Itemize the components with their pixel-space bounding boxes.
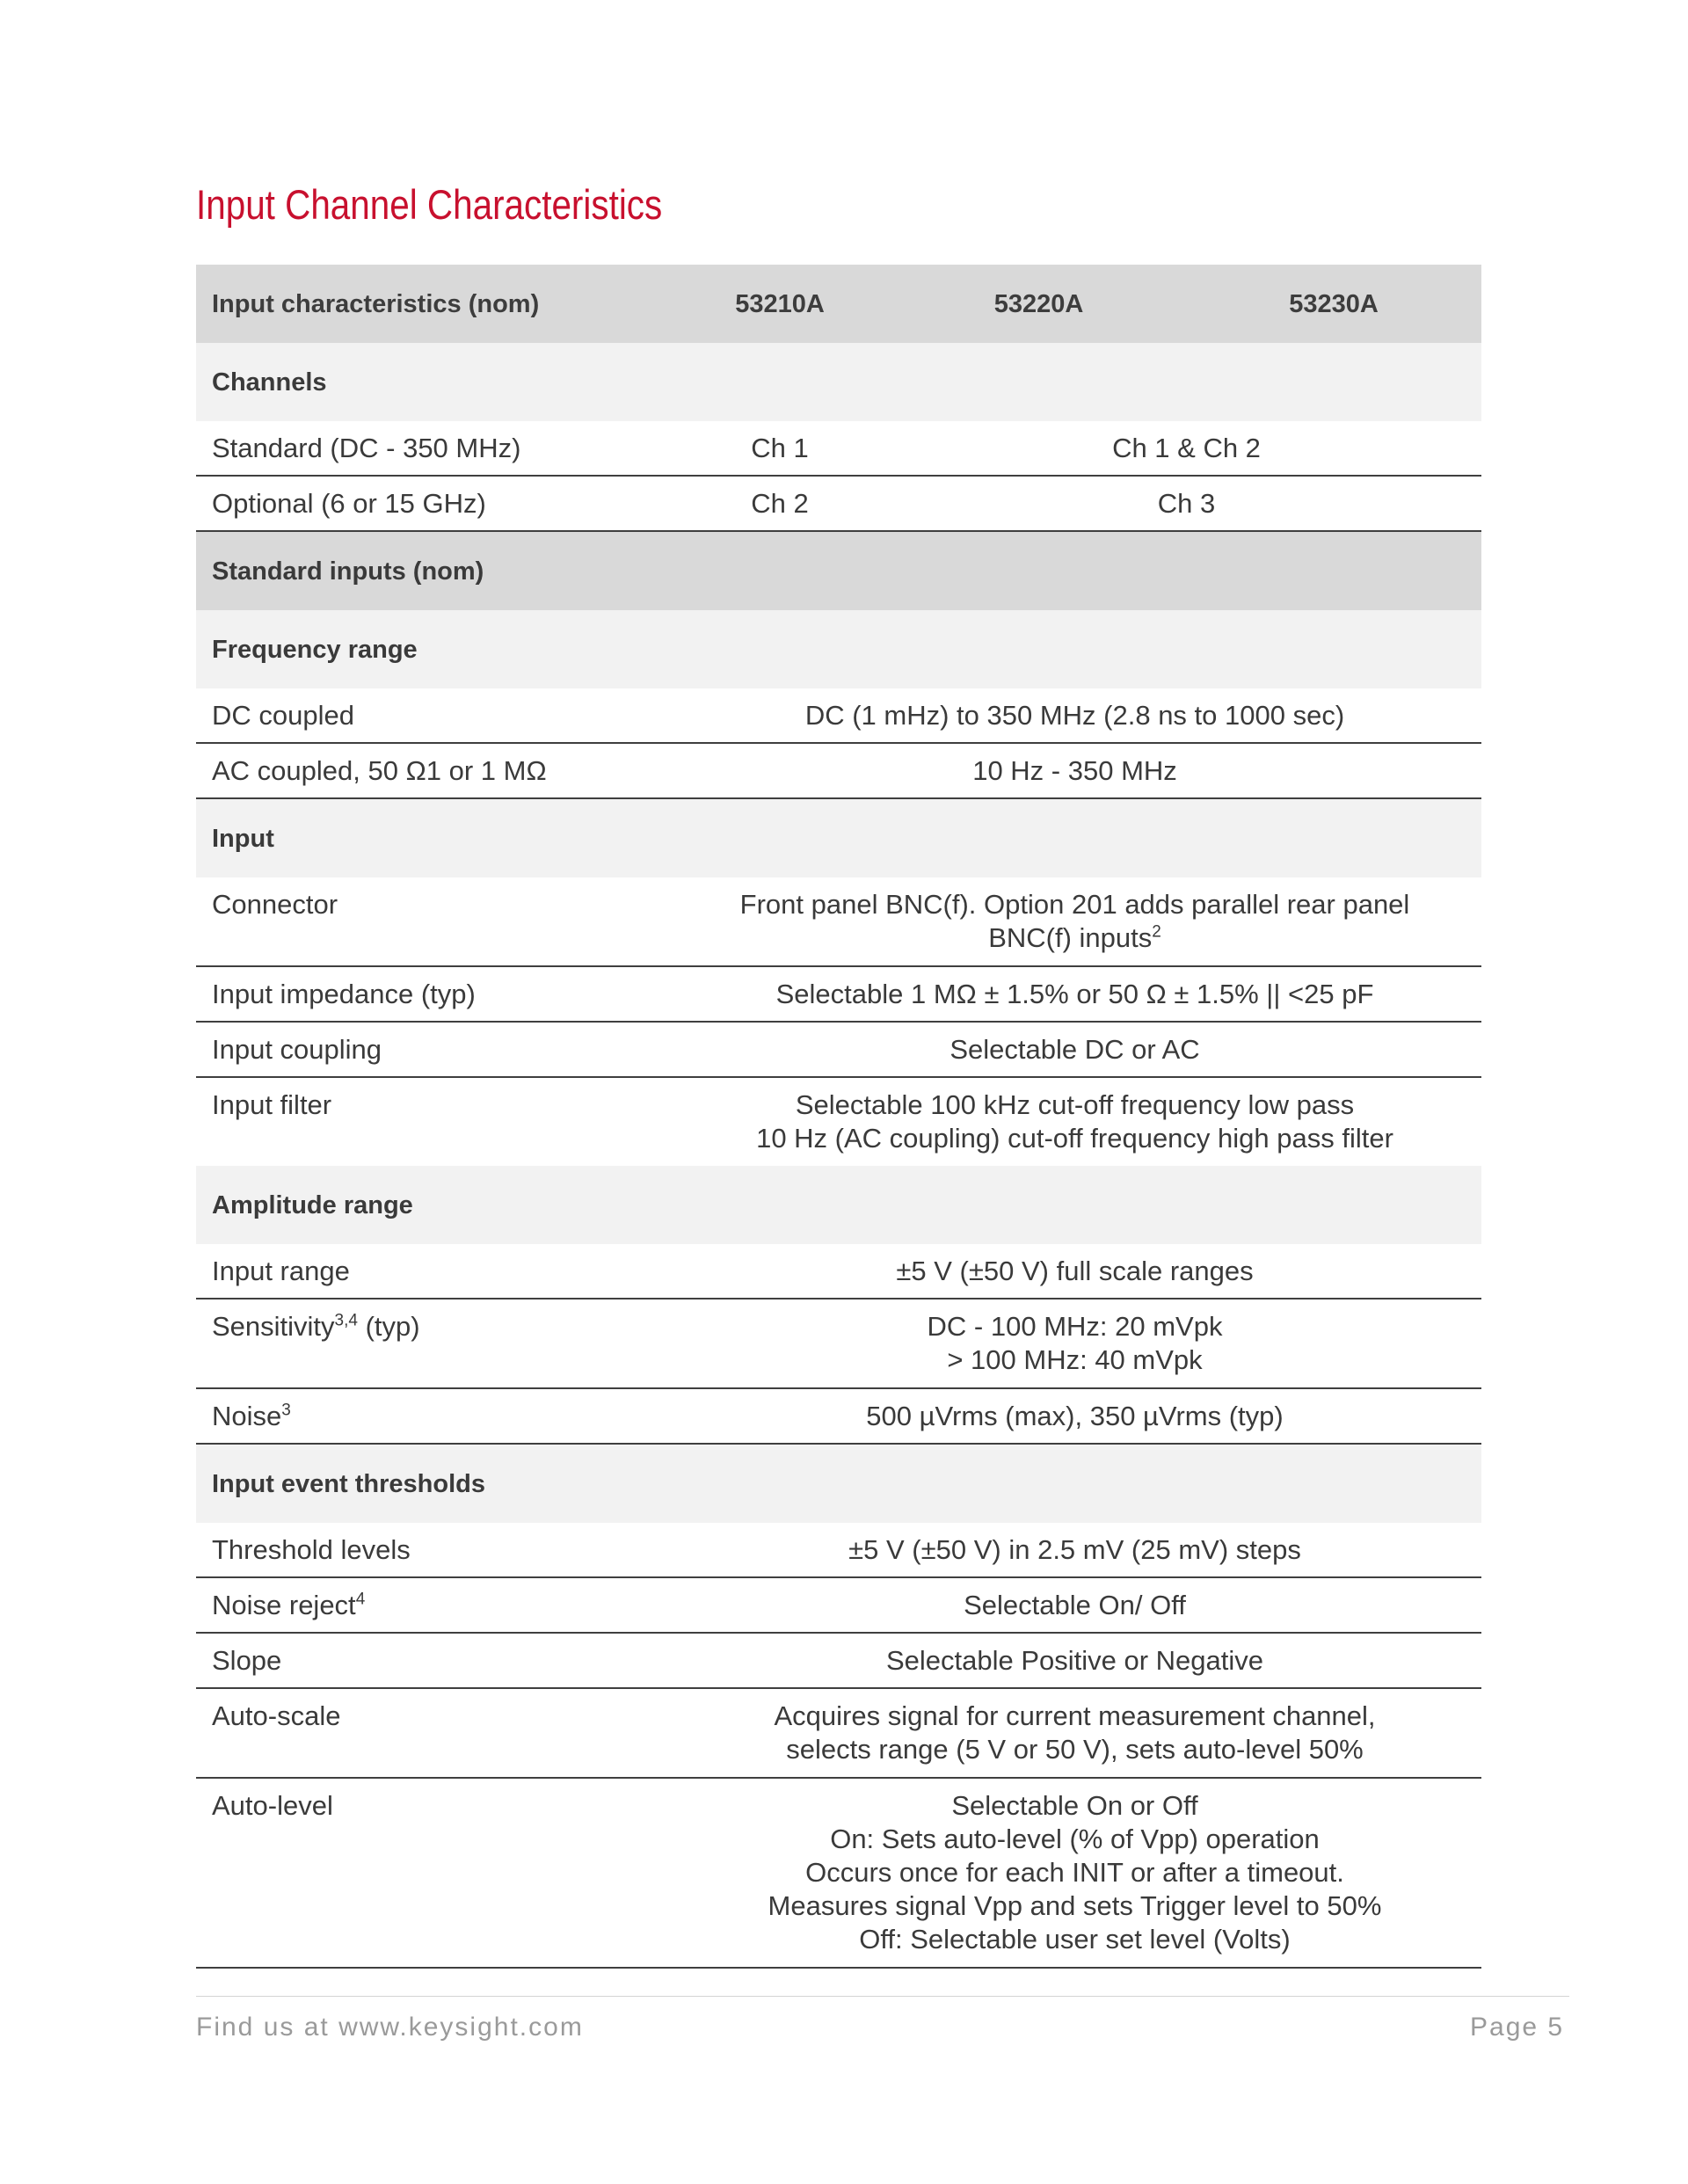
- row-value: ±5 V (±50 V) full scale ranges: [668, 1244, 1481, 1299]
- table-row: [196, 1077, 1481, 1166]
- row-label: Slope: [196, 1633, 668, 1688]
- row-value: [668, 1299, 1481, 1388]
- label-suffix: (typ): [357, 1311, 420, 1342]
- row-label: Connector: [196, 877, 668, 966]
- value-line: Selectable 100 kHz cut-off frequency low pass: [795, 1089, 1355, 1120]
- row-label: Auto-level: [196, 1778, 668, 1968]
- row-label: Input range: [196, 1244, 668, 1299]
- value-line: DC - 100 MHz: 20 mVpk: [927, 1311, 1223, 1342]
- value-line: Off: Selectable user set level (Volts): [859, 1924, 1291, 1955]
- value-text: BNC(f) inputs: [988, 922, 1153, 953]
- row-label: Optional (6 or 15 GHz): [196, 476, 668, 531]
- row-label: Input coupling: [196, 1022, 668, 1077]
- table-row: [196, 1388, 1481, 1444]
- row-label: Input filter: [212, 1089, 332, 1120]
- value-line: 10 Hz (AC coupling) cut-off frequency high pass filter: [756, 1123, 1393, 1154]
- table-row: [196, 688, 1481, 743]
- row-value: Selectable 1 MΩ ± 1.5% or 50 Ω ± 1.5% || <25 pF: [668, 966, 1481, 1022]
- section-input-event-thresholds: [196, 1444, 1481, 1523]
- value-line: Acquires signal for current measurement channel,: [774, 1700, 1376, 1731]
- label-text: Noise: [212, 1400, 282, 1431]
- row-value: 500 µVrms (max), 350 µVrms (typ): [668, 1388, 1481, 1444]
- row-value: [668, 1778, 1481, 1968]
- row-value: Selectable Positive or Negative: [668, 1633, 1481, 1688]
- section-label: Amplitude range: [196, 1166, 1481, 1244]
- table-row: [196, 743, 1481, 798]
- value-line: Measures signal Vpp and sets Trigger level to 50%: [768, 1890, 1382, 1921]
- value-line: Selectable On or Off: [951, 1790, 1198, 1821]
- row-value: [668, 877, 1481, 966]
- row-label: [196, 1388, 668, 1444]
- section-amplitude-range: [196, 1166, 1481, 1244]
- section-frequency-range: [196, 610, 1481, 688]
- row-value: DC (1 mHz) to 350 MHz (2.8 ns to 1000 sec): [668, 688, 1481, 743]
- section-channels: [196, 343, 1481, 421]
- footer-website-link[interactable]: Find us at www.keysight.com: [196, 2013, 584, 2042]
- table-row: [196, 1778, 1481, 1968]
- footnote-ref: 4: [355, 1590, 366, 1609]
- row-value: Ch 1 & Ch 2: [891, 421, 1481, 476]
- table-row: [196, 1022, 1481, 1077]
- row-value: [668, 1077, 1481, 1166]
- label-text: Noise reject: [212, 1589, 356, 1620]
- header-model-53210a: 53210A: [668, 265, 891, 343]
- value-line: Occurs once for each INIT or after a timeout.: [805, 1857, 1344, 1888]
- table-row: [196, 1577, 1481, 1633]
- row-label: [196, 1299, 668, 1388]
- row-value: Selectable DC or AC: [668, 1022, 1481, 1077]
- section-label: Standard inputs (nom): [196, 531, 1481, 610]
- footer-divider: [196, 1996, 1569, 1997]
- row-label: Standard (DC - 350 MHz): [196, 421, 668, 476]
- footnote-ref: 3: [281, 1401, 291, 1420]
- row-value: Ch 1: [668, 421, 891, 476]
- row-value: Selectable On/ Off: [668, 1577, 1481, 1633]
- row-value: Ch 2: [668, 476, 891, 531]
- header-label: Input characteristics (nom): [196, 265, 668, 343]
- value-line: On: Sets auto-level (% of Vpp) operation: [830, 1824, 1320, 1854]
- table-row: [196, 1688, 1481, 1778]
- row-label: Input impedance (typ): [196, 966, 668, 1022]
- footer-page-number: Page 5: [1470, 2013, 1565, 2042]
- row-value: [668, 1688, 1481, 1778]
- footnote-ref: 2: [1152, 922, 1161, 942]
- label-text: Sensitivity: [212, 1311, 335, 1342]
- row-label: Auto-scale: [196, 1688, 668, 1778]
- row-label: AC coupled, 50 Ω1 or 1 MΩ: [196, 743, 668, 798]
- section-label: Frequency range: [196, 610, 1481, 688]
- header-model-53220a: 53220A: [891, 265, 1186, 343]
- table-row: [196, 1299, 1481, 1388]
- table-row: [196, 966, 1481, 1022]
- value-line: Front panel BNC(f). Option 201 adds parallel rear panel: [739, 889, 1410, 920]
- table-row: [196, 1633, 1481, 1688]
- table-row: [196, 421, 1481, 476]
- page-title: Input Channel Characteristics: [196, 181, 663, 228]
- value-line: selects range (5 V or 50 V), sets auto-level 50%: [786, 1734, 1364, 1765]
- section-label: Channels: [196, 343, 1481, 421]
- section-standard-inputs: [196, 531, 1481, 610]
- header-model-53230a: 53230A: [1186, 265, 1481, 343]
- input-characteristics-table: [196, 265, 1481, 1969]
- row-label: [196, 1577, 668, 1633]
- table-header-row: [196, 265, 1481, 343]
- value-line: [684, 921, 1466, 955]
- row-value: Ch 3: [891, 476, 1481, 531]
- row-label: DC coupled: [196, 688, 668, 743]
- table-row: [196, 1523, 1481, 1577]
- table-row: [196, 1244, 1481, 1299]
- row-value: 10 Hz - 350 MHz: [668, 743, 1481, 798]
- footnote-ref: 3,4: [334, 1311, 358, 1330]
- table-row: [196, 476, 1481, 531]
- table-row: [196, 877, 1481, 966]
- section-input: [196, 798, 1481, 877]
- value-line: > 100 MHz: 40 mVpk: [947, 1344, 1203, 1375]
- section-label: Input: [196, 798, 1481, 877]
- row-value: ±5 V (±50 V) in 2.5 mV (25 mV) steps: [668, 1523, 1481, 1577]
- section-label: Input event thresholds: [196, 1444, 1481, 1523]
- row-label: Threshold levels: [196, 1523, 668, 1577]
